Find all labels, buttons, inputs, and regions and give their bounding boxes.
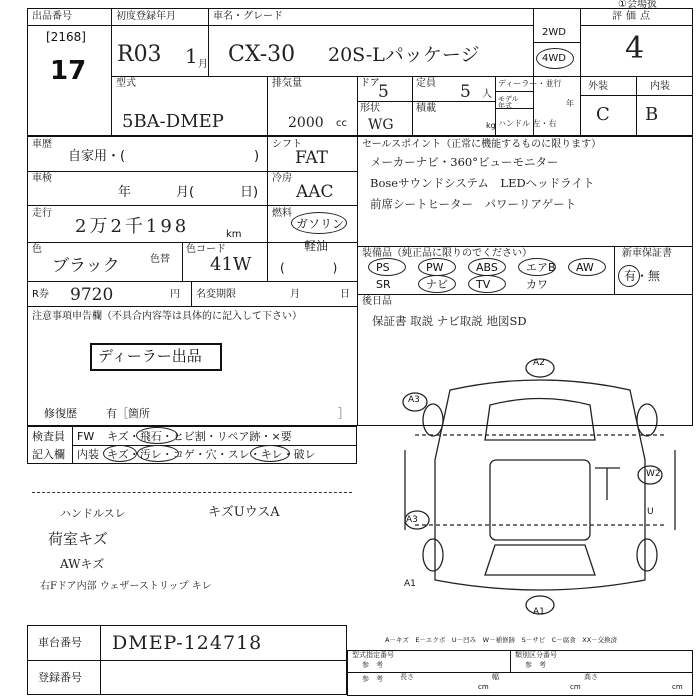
damage-mark-w2: W2 xyxy=(646,469,661,479)
door-label: ドア xyxy=(360,78,380,89)
repair-value: 有［箇所 xyxy=(106,407,150,420)
divider xyxy=(412,76,413,136)
warranty-circle xyxy=(618,265,640,287)
equipment-item: PS xyxy=(376,261,390,274)
equipment-item: カワ xyxy=(526,278,548,291)
equipment-item: エアB xyxy=(526,261,556,274)
chassis-value: DMEP-124718 xyxy=(112,632,263,654)
damage-mark-a1-side: A1 xyxy=(404,579,416,589)
equipment-item-circle xyxy=(568,258,606,276)
fw-label: FW xyxy=(77,430,95,443)
equipment-item: SR xyxy=(376,278,391,291)
sales-point-line2: Boseサウンドシステム LEDヘッドライト xyxy=(370,176,595,190)
divider xyxy=(182,242,183,281)
model-year-label: モデル年式 xyxy=(498,95,519,110)
class-label: 類別区分番号 xyxy=(515,651,557,659)
shape-value: WG xyxy=(368,117,394,133)
color-value: ブラック xyxy=(52,256,120,276)
car-body-diagram xyxy=(395,350,685,630)
capacity-label: 定員 xyxy=(416,78,436,89)
score-label: 評価点 xyxy=(612,11,654,22)
equipment-item xyxy=(576,279,587,290)
ref-height-label: 高さ xyxy=(584,673,598,681)
interior-items: キズ・汚レ・コゲ・穴・スレ・キレ・破レ xyxy=(107,448,316,461)
mileage-value: 2万2千198 xyxy=(75,216,190,237)
divider xyxy=(111,76,533,77)
equipment-item: AW xyxy=(576,261,594,274)
divider xyxy=(510,650,511,672)
divider xyxy=(580,8,581,136)
capacity-unit: 人 xyxy=(482,89,492,100)
divider xyxy=(267,76,268,136)
divider xyxy=(347,672,693,673)
reg-month: 1 xyxy=(185,44,198,68)
recycle-label: R券 xyxy=(32,289,49,300)
sales-points-label: セールスポイント（正常に機能するものに限ります） xyxy=(362,139,602,150)
divider xyxy=(208,8,209,76)
history-label: 車歴 xyxy=(32,139,52,150)
model-label: 型式 xyxy=(116,78,136,89)
repair-close: ］ xyxy=(338,407,349,420)
equipment-item: PW xyxy=(426,261,444,274)
remark-line3: AWキズ xyxy=(60,557,105,571)
divider xyxy=(533,8,534,136)
exterior-grade: C xyxy=(596,104,610,125)
shift-value: FAT xyxy=(295,148,329,168)
fw-chip-circle xyxy=(136,427,178,444)
shape-label: 形状 xyxy=(360,103,380,114)
damage-mark-a3-side: A3 xyxy=(406,515,418,525)
divider xyxy=(495,91,533,92)
sales-point-line3: 前席シートヒーター パワーリアゲート xyxy=(370,197,577,211)
equipment-item: TV xyxy=(476,278,491,291)
damage-mark-a1-bottom: A1 xyxy=(533,607,545,617)
displacement-unit: cc xyxy=(336,118,347,129)
reg-month-unit: 月 xyxy=(198,59,208,70)
handle-label: ハンドル 左・右 xyxy=(498,119,557,128)
ref-label-2: 参 考 xyxy=(525,661,546,669)
drive-2wd: 2WD xyxy=(542,27,566,38)
divider xyxy=(27,660,347,661)
divider xyxy=(191,281,192,306)
model-year-unit: 年 xyxy=(566,99,574,108)
remark-line1: ハンドルスレ xyxy=(60,507,126,520)
reg-era-year: R03 xyxy=(117,42,162,67)
equipment-item-circle xyxy=(468,275,506,293)
divider xyxy=(357,294,693,295)
name-limit-day: 日 xyxy=(340,289,350,300)
mileage-unit: km xyxy=(226,229,242,240)
divider xyxy=(533,42,580,43)
ref-width-unit: cm xyxy=(570,683,581,691)
fuel-gasoline: ガソリン xyxy=(296,217,345,231)
remark-line1b: キズUウスA xyxy=(208,505,280,520)
color-code-label: 色コード xyxy=(186,244,226,255)
type-cert-label: 型式指定番号 xyxy=(352,651,394,659)
warranty-value: 有・無 xyxy=(624,269,661,283)
divider xyxy=(27,306,357,307)
ref-length-unit: cm xyxy=(478,683,489,691)
inspection-label: 車検 xyxy=(32,173,52,184)
equipment-item-circle xyxy=(368,258,406,276)
interior-items-label: 内装 xyxy=(77,448,99,461)
remark-line4: 右Fドア内部 ウェザーストリップ キレ xyxy=(40,581,212,592)
fw-items: キズ・飛石・ヒビ割・リペア跡・×要 xyxy=(107,430,292,443)
divider xyxy=(27,281,357,282)
ac-label: 冷房 xyxy=(272,173,292,184)
damage-legend: A－キズ E－エクボ U－凹み W－補修跡 S－サビ C－腐食 XX－交換済 xyxy=(385,636,618,644)
inspection-year: 年 xyxy=(118,185,132,200)
load-label: 積載 xyxy=(416,103,436,114)
dealer-stamp: ディーラー出品 xyxy=(98,347,202,365)
inspector-fill-label: 記入欄 xyxy=(32,448,65,461)
score-value: 4 xyxy=(625,31,645,66)
divider xyxy=(614,246,615,294)
fuel-label: 燃料 xyxy=(272,208,292,219)
color-label: 色 xyxy=(32,244,42,255)
load-unit: kg xyxy=(486,121,496,130)
shift-label: シフト xyxy=(272,139,302,150)
equipment-label: 装備品（純正品に限りのでください） xyxy=(362,248,532,259)
divider xyxy=(357,76,358,136)
damage-mark-u: U xyxy=(647,507,654,517)
chassis-label: 車台番号 xyxy=(38,636,82,649)
equipment-item: ABS xyxy=(476,261,498,274)
interior-dirt-circle xyxy=(137,445,179,462)
history-close: ) xyxy=(254,149,260,164)
color-change-label: 色替 xyxy=(150,254,170,265)
interior-label: 内装 xyxy=(650,81,670,92)
grade: 20S-Lパッケージ xyxy=(328,44,480,66)
dealer-label: ディーラー・並行 xyxy=(498,79,562,88)
capacity-value: 5 xyxy=(460,82,471,102)
displacement-label: 排気量 xyxy=(272,78,302,89)
remarks-line xyxy=(32,492,352,493)
equipment-item-circle xyxy=(418,275,456,293)
drive-4wd: 4WD xyxy=(542,53,566,64)
interior-wear-circle xyxy=(250,445,290,462)
documents-value: 保証書 取説 ナビ取説 地図SD xyxy=(372,314,527,328)
warranty-label: 新車保証書 xyxy=(622,248,672,259)
car-name: CX-30 xyxy=(228,42,296,67)
reg-number-label: 登録番号 xyxy=(38,671,82,684)
lot-code: [2168] xyxy=(46,30,86,44)
damage-mark-a2: A2 xyxy=(533,358,545,368)
color-code-value: 41W xyxy=(210,254,252,275)
displacement-value: 2000 xyxy=(288,115,324,131)
ref-length-label: 長さ xyxy=(400,673,414,681)
name-limit-month: 月 xyxy=(290,289,300,300)
fuel-gasoline-circle xyxy=(291,212,347,234)
drive-4wd-circle xyxy=(536,48,574,69)
divider xyxy=(111,8,112,136)
equipment-item-circle xyxy=(468,258,506,276)
equipment-item-circle xyxy=(518,258,556,276)
exterior-label: 外装 xyxy=(588,81,608,92)
sales-point-line1: メーカーナビ・360°ビューモニター xyxy=(370,155,559,169)
name-limit-label: 名変期限 xyxy=(196,289,236,300)
divider xyxy=(533,76,693,77)
divider xyxy=(357,136,358,426)
interior-scratch-circle xyxy=(103,445,137,462)
ac-value: AAC xyxy=(296,182,334,202)
inspection-month: 月( xyxy=(176,185,195,200)
ref-height-unit: cm xyxy=(672,683,683,691)
history-value: 自家用・( xyxy=(68,149,126,164)
remark-line2: 荷室キズ xyxy=(48,530,108,548)
damage-mark-a3-top: A3 xyxy=(408,395,420,405)
lot-number: 17 xyxy=(50,56,87,86)
inspection-day: 日) xyxy=(240,185,259,200)
recycle-value: 9720 xyxy=(70,285,114,305)
notes-label: 注意事項申告欄（不具合内容等は具体的に記入して下さい） xyxy=(32,311,302,322)
divider xyxy=(27,171,357,172)
equipment-item: ナビ xyxy=(426,278,448,291)
mileage-label: 走行 xyxy=(32,208,52,219)
interior-grade: B xyxy=(645,104,659,125)
car-name-label: 車名・グレード xyxy=(213,11,283,22)
fuel-paren: ( ) xyxy=(280,261,338,275)
repair-label: 修復歴 xyxy=(44,407,77,420)
ref-label-1: 参 考 xyxy=(362,661,383,669)
venue-note: ①会場扱 xyxy=(618,0,657,10)
divider xyxy=(27,205,357,206)
divider xyxy=(357,246,693,247)
divider xyxy=(636,76,637,136)
door-value: 5 xyxy=(378,82,389,102)
divider xyxy=(267,136,268,281)
divider xyxy=(580,25,693,26)
ref-label-3: 参 考 xyxy=(362,675,383,683)
divider xyxy=(27,25,533,26)
model-value: 5BA-DMEP xyxy=(122,111,224,132)
documents-label: 後日品 xyxy=(362,296,392,307)
equipment-item-circle xyxy=(418,258,456,276)
inspector-label: 検査員 xyxy=(32,430,65,443)
recycle-unit: 円 xyxy=(170,289,180,300)
ref-width-label: 幅 xyxy=(492,673,499,681)
fuel-diesel: 軽油 xyxy=(304,239,329,253)
lot-label: 出品番号 xyxy=(32,11,72,22)
reg-date-label: 初度登録年月 xyxy=(116,11,176,22)
